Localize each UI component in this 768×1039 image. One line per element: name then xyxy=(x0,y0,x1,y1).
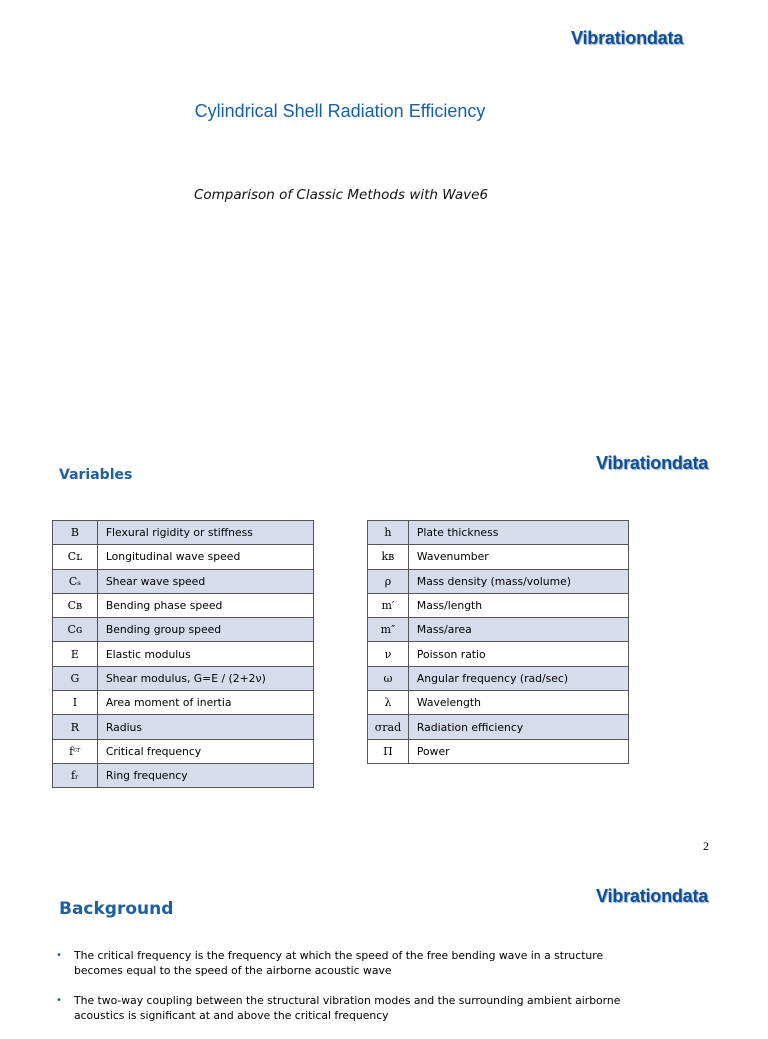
variable-symbol: m′ xyxy=(368,593,409,617)
variable-symbol: G xyxy=(53,666,98,690)
bullet-text: The critical frequency is the frequency at which the speed of the free bending wave in a structure becomes equal to the speed of the airborne acoustic wave xyxy=(74,949,604,977)
variable-description: Wavenumber xyxy=(408,545,628,569)
variable-description: Mass density (mass/volume) xyxy=(408,569,628,593)
brand-logo: Vibrationdata xyxy=(596,886,709,906)
variable-symbol: B xyxy=(53,521,98,545)
variable-symbol: m″ xyxy=(368,618,409,642)
table-row xyxy=(53,521,314,545)
variable-description: Elastic modulus xyxy=(97,642,313,666)
variable-description: Angular frequency (rad/sec) xyxy=(408,666,628,690)
variable-description: Plate thickness xyxy=(408,521,628,545)
table-row xyxy=(53,618,314,642)
page-subtitle: Comparison of Classic Methods with Wave6 xyxy=(193,187,489,203)
variable-description: Poisson ratio xyxy=(408,642,628,666)
table-row xyxy=(368,642,629,666)
variable-description: Wavelength xyxy=(408,691,628,715)
variable-symbol: h xyxy=(368,521,409,545)
table-row xyxy=(368,569,629,593)
background-bullet-list xyxy=(56,949,646,1039)
variable-description: Ring frequency xyxy=(97,763,313,787)
variable-description: Shear wave speed xyxy=(97,569,313,593)
table-row xyxy=(53,666,314,690)
variable-description: Longitudinal wave speed xyxy=(97,545,313,569)
variable-symbol: fᵣ xyxy=(53,763,98,787)
table-row xyxy=(368,618,629,642)
variable-symbol: ν xyxy=(368,642,409,666)
table-row xyxy=(368,691,629,715)
table-row xyxy=(368,521,629,545)
table-row xyxy=(53,545,314,569)
variable-description: Mass/area xyxy=(408,618,628,642)
variable-symbol: fᶜʳ xyxy=(53,739,98,763)
variable-symbol: Cʙ xyxy=(53,593,98,617)
variable-description: Area moment of inertia xyxy=(97,691,313,715)
variable-symbol: Π xyxy=(368,739,409,763)
table-row xyxy=(368,593,629,617)
table-row xyxy=(368,666,629,690)
variable-description: Bending phase speed xyxy=(97,593,313,617)
page-number: 2 xyxy=(703,839,709,853)
variable-description: Flexural rigidity or stiffness xyxy=(97,521,313,545)
page-title: Cylindrical Shell Radiation Efficiency xyxy=(194,101,486,121)
variable-description: Shear modulus, G=E / (2+2ν) xyxy=(97,666,313,690)
variable-symbol: kʙ xyxy=(368,545,409,569)
variable-symbol: ρ xyxy=(368,569,409,593)
variable-symbol: R xyxy=(53,715,98,739)
variable-symbol: σrad xyxy=(368,715,409,739)
table-row xyxy=(53,593,314,617)
variable-symbol: Cɢ xyxy=(53,618,98,642)
bullet-icon: • xyxy=(56,950,62,961)
section-heading-variables: Variables xyxy=(59,467,133,483)
variable-symbol: Cₛ xyxy=(53,569,98,593)
section-heading-background: Background xyxy=(59,899,174,919)
bullet-item xyxy=(56,949,646,978)
variables-table-right xyxy=(367,520,629,764)
variables-table-left xyxy=(52,520,314,788)
bullet-item xyxy=(56,994,646,1023)
table-row xyxy=(53,569,314,593)
table-row xyxy=(53,642,314,666)
variable-symbol: λ xyxy=(368,691,409,715)
table-row xyxy=(53,715,314,739)
table-row xyxy=(368,545,629,569)
table-row xyxy=(368,715,629,739)
brand-logo: Vibrationdata xyxy=(596,453,709,473)
variable-symbol: I xyxy=(53,691,98,715)
table-row xyxy=(368,739,629,763)
bullet-text: The two-way coupling between the structural vibration modes and the surrounding ambient airborne acoustics is significant at and above the critical frequency xyxy=(74,994,621,1022)
variable-description: Mass/length xyxy=(408,593,628,617)
variable-symbol: E xyxy=(53,642,98,666)
table-row xyxy=(53,691,314,715)
variable-description: Critical frequency xyxy=(97,739,313,763)
variable-description: Bending group speed xyxy=(97,618,313,642)
variable-description: Power xyxy=(408,739,628,763)
table-row xyxy=(53,739,314,763)
variable-description: Radius xyxy=(97,715,313,739)
bullet-icon: • xyxy=(56,995,62,1006)
brand-logo: Vibrationdata xyxy=(571,28,684,48)
table-row xyxy=(53,763,314,787)
variable-symbol: ω xyxy=(368,666,409,690)
variable-symbol: Cʟ xyxy=(53,545,98,569)
variable-description: Radiation efficiency xyxy=(408,715,628,739)
